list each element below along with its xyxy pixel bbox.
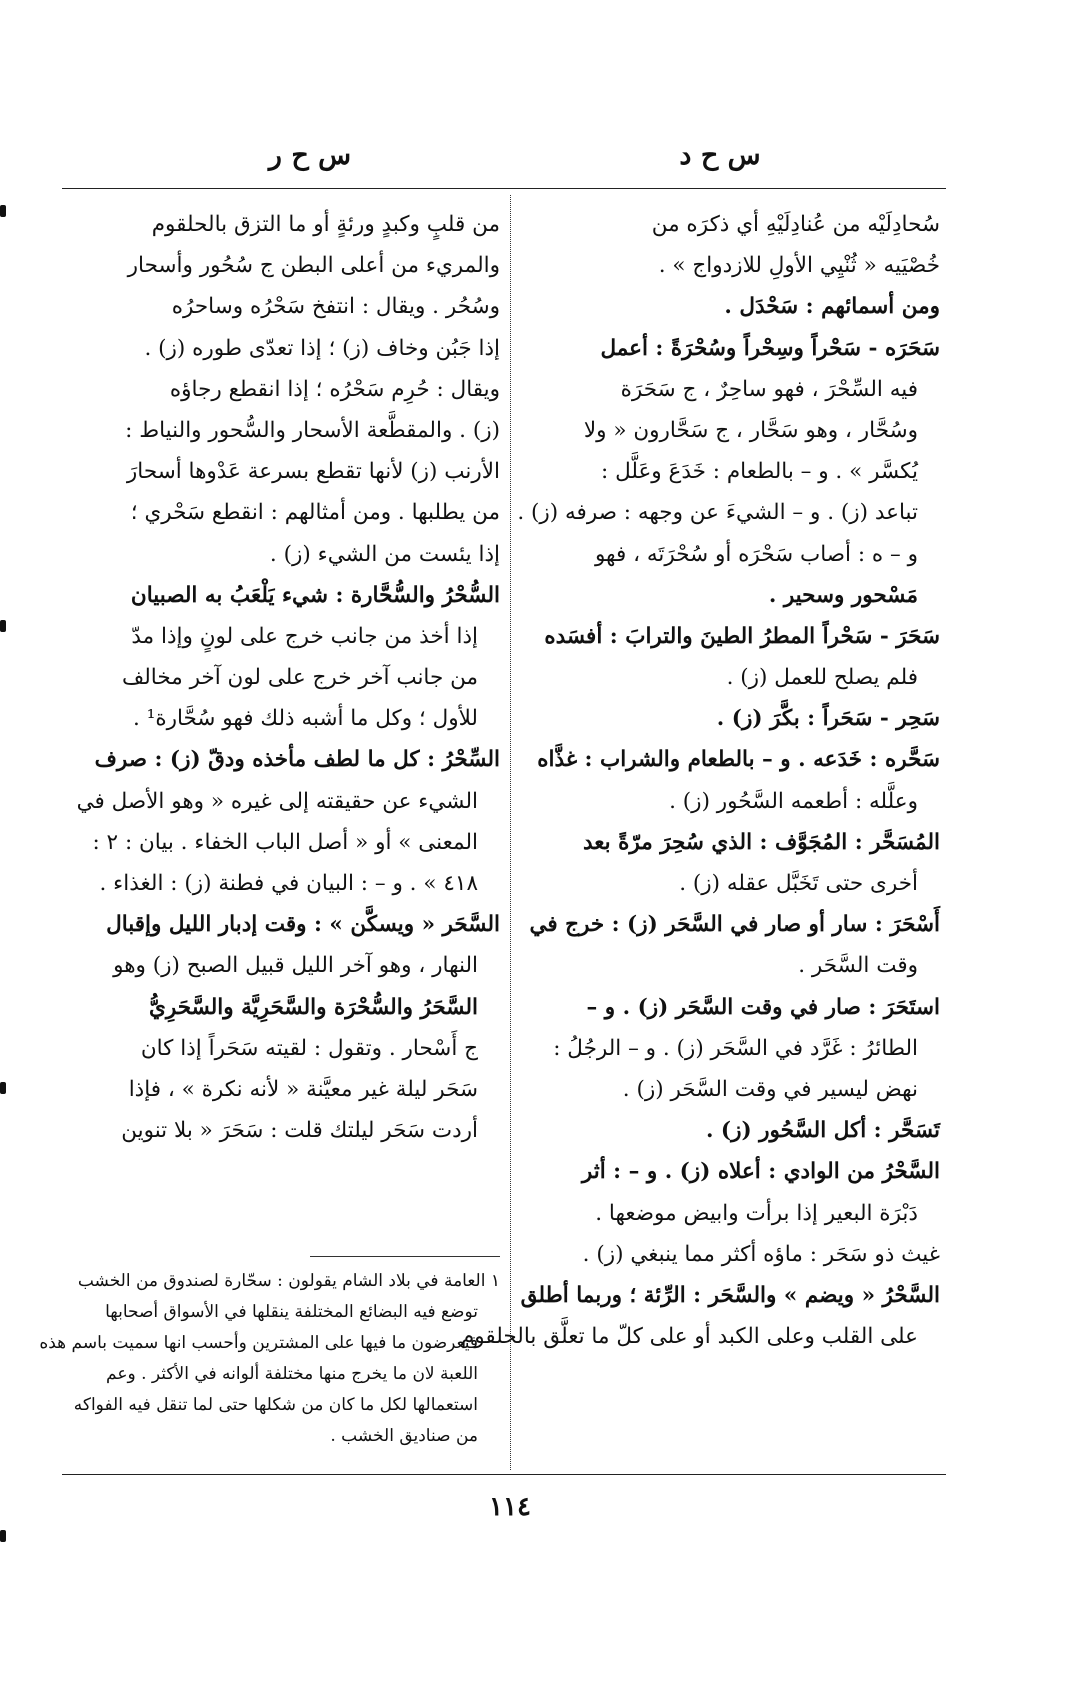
text-line: من جانب آخر خرج على لون آخر مخالف: [121, 665, 478, 691]
entry-line: المُسَحَّر : المُجَوَّف : الذي سُحِرَ مرّةً بعد: [582, 829, 940, 855]
left-column: [60, 204, 500, 1151]
right-column: [460, 204, 940, 1357]
entry-line: السَّحَر « ويسكَّن » : وقت إدبار الليل وإقبال: [106, 912, 500, 938]
footnote-line: توضع فيه البضائع المختلفة ينقلها في الأسواق أصحابها: [105, 1302, 478, 1322]
edge-mark: [0, 620, 6, 632]
text-line: نهض ليسير في وقت السَّحَر (ز) .: [622, 1076, 918, 1102]
entry-line: تَسَحَّر : أكل السَّحُور (ز) .: [705, 1118, 940, 1144]
edge-mark: [0, 1082, 6, 1094]
text-line: إذا أخذ من جانب خرج على لونٍ وإذا مدّ: [131, 623, 478, 649]
text-line: على القلب وعلى الكبد أو على كلّ ما تعلَّق بالحلقوم: [460, 1324, 918, 1350]
text-line: فيه السِّحْرَ ، فهو ساحِرٌ ، ج سَحَرَة: [620, 376, 918, 402]
footnote-line: ١ العامة في بلاد الشام يقولون : سحّارة لصندوق من الخشب: [77, 1271, 500, 1291]
text-line: أخرى حتى تَخَبَّل عقله (ز) .: [679, 871, 918, 896]
text-line: وقت السَّحَر .: [798, 953, 918, 979]
entry-line: استَحَرَ : صار في وقت السَّحَر (ز) . و –: [586, 994, 940, 1020]
entry-line: أَسْحَرَ : سار أو صار في السَّحَر (ز) : خرج في: [529, 912, 940, 938]
text-line: خُصْيَيه « ثُنْيِي الأولِ للازدواج » .: [658, 253, 940, 279]
running-header-right: س ح د: [679, 140, 761, 171]
text-line: من يطلبها . ومن أمثالهم : انقطع سَحْري ؛: [130, 500, 500, 526]
entry-line: سَحَّره : خَدَعه . و – بالطعام والشراب : غذَّاه: [537, 747, 940, 773]
column-divider: [510, 195, 511, 1470]
entry-line: السِّحْرُ : كل ما لطف مأخذه ودقّ (ز) : صرف: [94, 747, 500, 773]
text-line: تباعد (ز) . و – الشيءَ عن وجهه : صرفه (ز) .: [517, 500, 918, 526]
text-line: يُكسَّر » . و – بالطعام : خَدَعَ وعَلَّل :: [601, 459, 918, 485]
text-line: المعنى » أو « أصل الباب الخفاء . بيان : ٢ :: [92, 829, 478, 855]
text-line: السَّحَرُ والسُّحْرَة والسَّحَرِيَّة والسَّحَرِيُّ: [149, 994, 478, 1020]
footnote-rule: [310, 1256, 500, 1257]
text-line: الأرنب (ز) لأنها تقطع بسرعة عَدْوها أسحارَ: [126, 459, 500, 485]
text-line: إذا يئست من الشيء (ز) .: [269, 541, 500, 567]
edge-mark: [0, 205, 6, 217]
entry-line: السَّحْرُ من الوادي : أعلاه (ز) . و – : أثر: [581, 1159, 940, 1185]
text-line: ويقال : حُرِم سَحْرُه ؛ إذا انقطع رجاؤه: [169, 376, 500, 402]
entry-line: السُّحْرُ والسُّحَّارة : شيء يَلْعَبُ به الصبيان: [130, 582, 500, 608]
footer-rule: [62, 1474, 946, 1475]
page-number: ١١٤: [489, 1492, 531, 1522]
entry-line: ومن أسمائهم : سَحْدَل .: [724, 294, 940, 320]
text-line: (ز) . والمقطَّعة الأسحار والسُّحور والنياط :: [125, 417, 500, 443]
text-line: وسُحَّار ، وهو سَحَّار ، ج سَحَّارون « ولا: [583, 417, 918, 443]
entry-line: سَحَرَ - سَحْراً المطرُ الطينَ والترابَ : أفسَده: [544, 623, 940, 649]
entry-line: السَّحْرُ « ويضم » والسَّحَر : الرِّئة ؛ وربما أطلق: [520, 1282, 940, 1308]
text-line: سُحادِلَيْه من عُنادِلَيْهِ أي ذكرَه من: [651, 212, 940, 237]
text-line: وعلَّله : أطعمه السَّحُور (ز) .: [669, 788, 918, 814]
text-line: الطائرُ : غَرَّد في السَّحَر (ز) . و – الرجُلُ :: [553, 1035, 918, 1061]
text-line: أردت سَحَر ليلتك قلت : سَحَرَ « بلا تنوين: [121, 1118, 478, 1144]
text-line: ٤١٨ » . و – : البيان في فطنة (ز) : الغذاء .: [99, 871, 478, 896]
text-line: سَحَر ليلة غير معيَّنة « لأنه نكرة » ، فإذا: [128, 1076, 478, 1102]
entry-line: سَحَرَه - سَحْراً وسِحْراً وسُحْرَةً : أعمل: [600, 335, 940, 361]
footnote-line: استعمالها لكل ما كان من شكلها حتى لما تنقل فيه الفواكه: [73, 1395, 478, 1415]
text-line: و – ه : أصاب سَحْرَه أو سُحْرَتَه ، فهو: [594, 541, 918, 567]
text-line: للأول ؛ وكل ما أشبه ذلك فهو سُحَّارة¹ .: [133, 706, 478, 732]
text-line: النهار ، وهو آخر الليل قبيل الصبح (ز) وهو: [113, 953, 478, 979]
text-line: والمريء من أعلى البطن ج سُحُور وأسحار: [127, 253, 500, 279]
footnote-line: من صناديق الخشب .: [330, 1426, 478, 1446]
header-rule: [62, 188, 946, 189]
text-line: ج أَسْحار . وتقول : لقيته سَحَراً إذا كان: [140, 1035, 478, 1061]
text-line: إذا جَبُن وخاف (ز) ؛ إذا تعدّى طوره (ز) .: [144, 335, 500, 361]
footnote-line: اللعبة لان ما يخرج منها مختلفة ألوانه في الأكثر . وعم: [106, 1364, 478, 1384]
text-line: وسُحُر . ويقال : انتفخ سَحْرُه وساحرُه: [171, 294, 500, 320]
entry-line: سَحِر - سَحَراً : بكَّرَ (ز) .: [716, 706, 940, 732]
footnote: [39, 1266, 500, 1452]
text-line: فلم يصلح للعمل (ز) .: [726, 665, 918, 691]
edge-mark: [0, 1530, 6, 1542]
text-line: غيث ذو سَحَر : ماؤه أكثر مما ينبغي (ز) .: [582, 1241, 940, 1267]
text-line: دَبْرَة البعير إذا برأت وابيض موضعها .: [595, 1200, 918, 1226]
text-line: الشيء عن حقيقته إلى غيره « وهو الأصل في: [76, 788, 478, 814]
text-line: مَسْحور وسحير .: [768, 582, 918, 608]
running-header-left: س ح ر: [268, 140, 352, 171]
footnote-line: فيعرضون ما فيها على المشترين وأحسب انها سميت باسم هذه: [39, 1333, 478, 1353]
text-line: من قلبٍ وكبدٍ ورئةٍ أو ما التزق بالحلقوم: [151, 212, 500, 237]
